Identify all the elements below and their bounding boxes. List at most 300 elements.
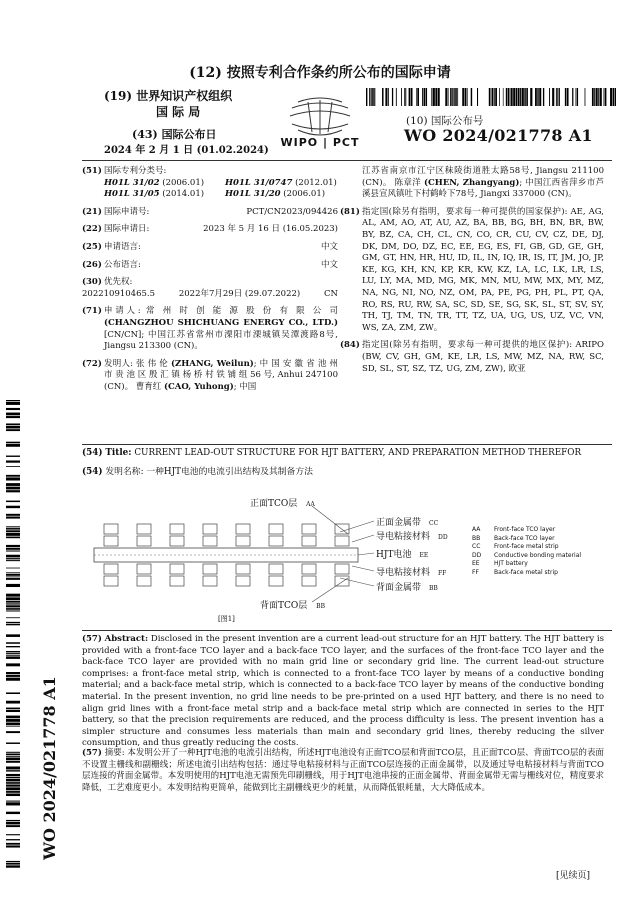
barcode-bar: [6, 801, 20, 802]
barcode-bar: [6, 791, 20, 793]
barcode-bar: [6, 487, 20, 490]
barcode-bar: [6, 456, 20, 457]
barcode-bar: [6, 617, 20, 618]
barcode-bar: [613, 88, 615, 106]
barcode-bar: [6, 466, 20, 467]
barcode-bar: [596, 88, 598, 106]
barcode-bar: [539, 88, 541, 106]
label-conductive-bonding-top: 导电粘接材料 DD: [376, 532, 448, 542]
side-barcode: [6, 400, 20, 880]
barcode-bar: [6, 572, 20, 573]
inventor-section: (72) 发明人: 张 伟 伦 (ZHANG, Weilun); 中 国 安 徽 省 池 州 市 贵 池 区 殷 汇 镇 杨 桥 村 铁 铺 组 56 号, Anhui 247100 (CN)。 曹育红 (CAO, Yuhong); 中国: [82, 358, 339, 392]
barcode-bar: [556, 88, 557, 106]
barcode-bar: [6, 756, 20, 757]
barcode-bar: [471, 88, 472, 106]
barcode-bar: [6, 483, 20, 486]
barcode-bar: [6, 834, 20, 835]
barcode-bar: [559, 88, 560, 106]
barcode-bar: [6, 560, 20, 561]
barcode-bar: [6, 752, 20, 753]
inventor-label: 发明人:: [104, 358, 134, 369]
org-number: (19): [104, 89, 133, 103]
barcode-bar: [477, 88, 478, 106]
barcode-bar: [411, 88, 413, 106]
barcode-bar: [6, 761, 20, 763]
barcode-bar: [6, 793, 20, 796]
barcode-bar: [6, 716, 20, 719]
legend-item: EE HJT battery: [472, 560, 528, 567]
barcode-bar: [6, 863, 20, 865]
barcode-bar: [6, 766, 20, 769]
ipc-codes: [104, 178, 338, 201]
abstract-chinese: (57) 摘要: 本发明公开了一种HJT电池的电流引出结构，所述HJT电池设有正面TCO层和背面TCO层，且正面TCO层、背面TCO层的表面不设置主栅线和副栅线；所述电流引出结构包括：通过导电粘接材料与正面TCO层连接的正面金属带，以及通过导电粘接材料与背面TCO层连接的背面金属带。本发明使用的HJT电池无需预先印刷栅线，用于HJT电池串接的正面金属带、背面金属带无需与栅线对位，精度要求降低，工艺难度更小。本发明结构更简单，能做到比主副栅线更少的耗量，从而降低银耗量，大大降低成本。: [82, 748, 605, 793]
barcode-bar: [6, 442, 20, 444]
applicant-name-cn: 常 州 时 创 能 源 股 份 有 限 公 司: [146, 306, 338, 317]
doc-title-number: (12): [189, 65, 222, 81]
barcode-bar: [604, 88, 605, 106]
legend-item: AA Front-face TCO layer: [472, 526, 556, 533]
barcode-bar: [6, 533, 20, 536]
front-metal-strip: [302, 524, 316, 534]
barcode-bar: [382, 88, 383, 106]
barcode-bar: [369, 88, 370, 106]
inventor-continued: [362, 166, 604, 201]
figure-caption: [图1]: [218, 615, 235, 623]
legend-item: FF Back-face metal strip: [472, 568, 558, 576]
barcode-bar: [6, 634, 20, 637]
publication-number: WO 2024/021778 A1: [404, 126, 593, 145]
barcode-bar: [6, 845, 20, 847]
label-conductive-bonding-bottom: 导电粘接材料 FF: [376, 568, 447, 578]
side-publication-number: WO 2024/021778 A1: [40, 676, 59, 860]
conductive-bonding-bottom: [104, 564, 118, 574]
conductive-bonding-top: [236, 536, 250, 546]
barcode-bar: [6, 400, 20, 401]
barcode-bar: [6, 408, 20, 410]
barcode-bar: [610, 88, 612, 106]
regional-states-section: (84) 指定国(除另有指明，要求每一种可提供的地区保护): ARIPO (BW, CV, GH, GM, KE, LR, LS, MW, MZ, NA, RW, SC, SD, SL, ST, SZ, TZ, UG, ZM, ZW), 欧亚: [340, 340, 604, 374]
conductive-bonding-bottom: [269, 564, 283, 574]
barcode-bar: [6, 825, 20, 827]
label-hjt-battery: HJT电池 EE: [376, 550, 429, 560]
label-front-metal-strip: 正面金属带 CC: [376, 518, 439, 528]
filing-language-row: (25) 申请语言: 中文: [82, 241, 338, 252]
applicant-label: 申请人:: [104, 306, 141, 317]
barcode-bar: [6, 622, 20, 623]
barcode-bar: [457, 88, 458, 106]
barcode-bar: [426, 88, 427, 106]
barcode-bar: [557, 88, 558, 106]
publication-language-label: 公布语言:: [104, 259, 141, 270]
conductive-bonding-bottom: [137, 564, 151, 574]
filing-date: 2023 年 5 月 16 日 (16.05.2023): [203, 224, 338, 235]
barcode-bar: [6, 568, 20, 569]
barcode-bar: [6, 578, 20, 580]
conductive-bonding-top: [269, 536, 283, 546]
conductive-bonding-bottom: [170, 564, 184, 574]
barcode-bar: [6, 603, 20, 604]
barcode-bar: [6, 526, 20, 527]
barcode-bar: [6, 692, 20, 694]
abstract-english: (57) Abstract: Disclosed in the present invention are a current lead-out structure for an HJT battery. The HJT battery is provided with a front-face TCO layer and a back-face TCO layer, and the surfaces of the front-face TCO layer and the back-face TCO layer are provided with no main grid line or secondary grid line. The current lead-out structure comprises: a front-face metal strip, which is connected to a front-face TCO layer by means of a conductive bonding material; and a back-face metal strip, which is connected to a back-face TCO layer by means of the conductive bonding material. In the present invention, no grid line needs to be pre-printed on a used HJT battery, and there is no need to align grid lines with a front-face metal strip and a back-face metal strip which are connected in series to the HJT battery, so that the precision requirements are reduced, and the process difficulty is less. The present invention has a simpler structure and consumes less materials than main and secondary grid lines, thereby reducing the silver consumption, and thus greatly reducing the costs.: [82, 634, 605, 749]
figure-divider: [82, 630, 612, 631]
barcode-bar: [6, 708, 20, 710]
barcode-bar: [585, 88, 586, 106]
english-title-text: CURRENT LEAD-OUT STRUCTURE FOR HJT BATTERY, AND PREPARATION METHOD THEREFOR: [134, 448, 582, 458]
inventor-name: 陈章洋: [394, 177, 422, 188]
barcode-bar: [6, 501, 20, 503]
filing-language: 中文: [320, 241, 338, 252]
barcode-bar: [6, 506, 20, 508]
ipc-code: H01L 31/20 (2006.01): [225, 189, 326, 200]
barcode-bar: [615, 88, 616, 106]
designated-states: 指定国(除另有指明，要求每一种可提供的国家保护): AE, AG, AL, AM, AO, AT, AU, AZ, BA, BB, BG, BH, BN, BR, BW, BY, BZ, CA, CH, CL, CN, CO, CR, CU, CV, CZ, DE, DJ, DK, DM, DO, DZ, EC, EE, EG, ES, FI, GB, GD, GE, GH, GM, GT, HN, HR, HU, ID, IL, IN, IQ, IR, IS, IT, JM, JO, JP, KE, KG, KH, KN, KP, KR, KW, KZ, LA, LC, LK, LR, LS, LU, LY, MA, MD, MG, MK, MN, MU, MW, MX, MY, MZ, NA, NG, NI, NO, NZ, OM, PA, PE, PG, PH, PL, PT, QA, RO, RS, RU, RW, SA, SC, SD, SE, SG, SK, SL, ST, SV, SY, TH, TJ, TM, TN, TR, TT, TZ, UA, UG, US, UZ, VC, VN, WS, ZA, ZM, ZW。: [362, 206, 604, 333]
barcode-bar: [6, 475, 20, 477]
priority-country: CN: [324, 288, 338, 299]
barcode-bar: [6, 784, 20, 786]
barcode-bar: [516, 88, 517, 106]
conductive-bonding-top: [335, 536, 349, 546]
barcode-bar: [6, 672, 20, 674]
wipo-logo-text: WIPO | PCT: [280, 136, 360, 149]
legend-item: CC Front-face metal strip: [472, 543, 559, 550]
barcode-bar: [522, 88, 524, 106]
pubno-label: 国际公布号: [430, 115, 484, 127]
barcode-bar: [549, 88, 550, 106]
org-bureau: 国 际 局: [155, 105, 201, 119]
barcode-bar: [6, 802, 20, 805]
barcode-bar: [401, 88, 402, 106]
barcode-bar: [6, 651, 20, 652]
barcode-bar: [385, 88, 387, 106]
barcode-bar: [6, 678, 20, 681]
biblio-divider: [82, 444, 612, 445]
barcode-bar: [6, 545, 20, 547]
filing-language-label: 申请语言:: [104, 241, 141, 252]
ipc-section: [82, 166, 338, 201]
english-title: (54) Title: CURRENT LEAD-OUT STRUCTURE FOR HJT BATTERY, AND PREPARATION METHOD THEREFOR: [82, 448, 582, 458]
barcode-bar: [518, 88, 520, 106]
barcode-bar: [6, 514, 20, 516]
barcode-bar: [422, 88, 423, 106]
barcode-bar: [6, 653, 20, 654]
barcode-bar: [452, 88, 453, 106]
barcode-bar: [6, 656, 20, 658]
barcode-bar: [6, 820, 20, 821]
ipc-code: H01L 31/05 (2014.01): [104, 189, 205, 200]
barcode-bar: [462, 88, 464, 106]
barcode-bar: [433, 88, 435, 106]
pubno-number: (10): [406, 115, 428, 127]
front-metal-strip: [269, 524, 283, 534]
barcode-bar: [6, 726, 20, 727]
barcode-bar: [6, 550, 20, 551]
barcode-bar: [6, 822, 20, 825]
barcode-bar: [594, 88, 595, 106]
publication-language: 中文: [320, 259, 338, 270]
barcode-bar: [431, 88, 432, 106]
conductive-bonding-bottom: [335, 564, 349, 574]
barcode-bar: [6, 413, 20, 416]
back-metal-strip: [269, 576, 283, 586]
barcode-bar: [503, 88, 504, 106]
barcode-bar: [492, 88, 493, 106]
ipc-code: H01L 31/0747 (2012.01): [225, 177, 337, 188]
inventor-name: 张 伟 伦: [135, 358, 169, 369]
barcode-bar: [6, 460, 20, 462]
priority-number: 202210910465.5: [82, 288, 156, 299]
priority-date: 2022年7月29日 (29.07.2022): [178, 288, 301, 299]
barcode-bar: [6, 663, 20, 666]
front-metal-strip: [236, 524, 250, 534]
barcode-bar: [526, 88, 528, 106]
barcode-bar: [396, 88, 397, 106]
front-metal-strip: [170, 524, 184, 534]
barcode-bar: [6, 605, 20, 607]
barcode-bar: [409, 88, 411, 106]
conductive-bonding-bottom: [203, 564, 217, 574]
back-metal-strip: [137, 576, 151, 586]
back-metal-strip: [203, 576, 217, 586]
legend-item: BB Back-face TCO layer: [472, 534, 555, 542]
barcode-bar: [6, 530, 20, 532]
back-metal-strip: [170, 576, 184, 586]
back-metal-strip: [236, 576, 250, 586]
label-back-metal-strip: 背面金属带 BB: [376, 583, 438, 593]
continued-note: [见续页]: [556, 871, 591, 881]
barcode-bar: [6, 646, 20, 647]
abstract-english-label: Abstract:: [104, 634, 149, 644]
barcode-bar: [6, 642, 20, 644]
back-metal-strip: [335, 576, 349, 586]
barcode-bar: [6, 774, 20, 776]
back-metal-strip: [302, 576, 316, 586]
barcode-bar: [6, 710, 20, 712]
barcode-bar: [6, 402, 20, 405]
barcode-bar: [6, 477, 20, 480]
barcode-bar: [6, 574, 20, 576]
regional-states: 指定国(除另有指明，要求每一种可提供的地区保护): ARIPO (BW, CV, GH, GM, KE, LR, LS, MW, MZ, NA, RW, SC, SD, SL, ST, SZ, TZ, UG, ZM, ZW), 欧亚: [362, 340, 604, 374]
conductive-bonding-top: [104, 536, 118, 546]
barcode-bar: [6, 757, 20, 760]
barcode-bar: [565, 88, 566, 106]
barcode-bar: [6, 843, 20, 845]
barcode-bar: [605, 88, 607, 106]
barcode-bar: [464, 88, 466, 106]
barcode-bar: [6, 517, 20, 519]
inventor-address: 江苏省南京市江宁区秣陵街道胜太路58号, Jiangsu 211100 (CN)。: [362, 166, 604, 188]
barcode-bar: [520, 88, 521, 106]
barcode-bar: [6, 490, 20, 492]
bibliographic-right-column: [340, 166, 604, 375]
conductive-bonding-top: [170, 536, 184, 546]
label-front-tco: 正面TCO层 AA: [250, 499, 315, 509]
barcode-bar: [6, 594, 20, 597]
barcode-bar: [543, 88, 544, 106]
barcode-bar: [499, 88, 500, 106]
barcode-bar: [6, 608, 20, 610]
barcode-bar: [371, 88, 372, 106]
barcode-bar: [567, 88, 569, 106]
barcode-bar: [6, 701, 20, 704]
barcode-bar: [6, 719, 20, 722]
front-metal-strip: [203, 524, 217, 534]
barcode-bar: [453, 88, 454, 106]
conductive-bonding-bottom: [302, 564, 316, 574]
barcode-bar: [6, 770, 20, 771]
ipc-label: 国际专利分类号:: [104, 166, 167, 176]
inventor-address: ; 中 国 安 徽 省 池 州 市 贵 池 区 殷 汇 镇 杨 桥 村 铁 铺 组 56 号, Anhui 247100 (CN)。: [104, 358, 339, 392]
barcode-bar: [552, 88, 554, 106]
bibliographic-left-column: [82, 166, 338, 394]
designated-states-section: (81) 指定国(除另有指明，要求每一种可提供的国家保护): AE, AG, AL, AM, AO, AT, AU, AZ, BA, BB, BG, BH, BN, BR, BW, BY, BZ, CA, CH, CL, CN, CO, CR, CU, CV, CZ, DE, DJ, DK, DM, DO, DZ, EC, EE, EG, ES, FI, GB, GD, GE, GH, GM, GT, HN, HR, HU, ID, IL, IN, IQ, IR, IS, IT, JM, JO, JP, KE, KG, KH, KN, KP, KR, KW, KZ, LA, LC, LK, LR, LS, LU, LY, MA, MD, MG, MK, MN, MU, MW, MX, MY, MZ, NA, NG, NI, NO, NZ, OM, PA, PE, PG, PH, PL, PT, QA, RO, RS, RU, RW, SA, SC, SD, SE, SG, SK, SL, ST, SV, SY, TH, TJ, TM, TN, TR, TT, TZ, UA, UG, US, UZ, VC, VN, WS, ZA, ZM, ZW。: [340, 206, 604, 333]
doc-title-text: 按照专利合作条约所公布的国际申请: [226, 65, 451, 81]
back-metal-strip: [104, 576, 118, 586]
barcode-bar: [513, 88, 515, 106]
conductive-bonding-bottom: [236, 564, 250, 574]
barcode-bar: [6, 558, 20, 559]
barcode-bar: [6, 624, 20, 625]
barcode-bar: [392, 88, 393, 106]
application-number-row: (21) 国际申请号: PCT/CN2023/094426: [82, 206, 338, 217]
abstract-english-text: Disclosed in the present invention are a current lead-out structure for an HJT battery. The HJT battery is provided with a front-face TCO layer and a back-face TCO layer, and the surfaces of the front-face TCO layer and the back-face TCO layer are provided with no main grid line or secondary grid line. The current lead-out structure comprises: a front-face metal strip, which is connected to a front-face TCO layer by means of a conductive bonding material; and a back-face metal strip, which is connected to a back-face TCO layer by means of the conductive bonding material. In the present invention, no grid line needs to be pre-printed on a used HJT battery, and there is no need to align grid lines with a front-face metal strip and a back-face metal strip which are connected in series to the HJT battery, so that the precision requirements are reduced, and the process difficulty is less. The present invention has a simpler structure and consumes less materials than main and secondary grid lines, thereby reducing the silver consumption, and thus greatly reducing the costs.: [82, 634, 605, 749]
front-metal-strip: [137, 524, 151, 534]
barcode-bar: [424, 88, 425, 106]
barcode-bar: [447, 88, 448, 106]
barcode-bar: [445, 88, 447, 106]
barcode-bar: [388, 88, 389, 106]
barcode-bar: [6, 655, 20, 656]
barcode-bar: [6, 555, 20, 558]
pubdate-label: 国际公布日: [161, 128, 217, 141]
org-name: 世界知识产权组织: [136, 89, 233, 103]
conductive-bonding-top: [302, 536, 316, 546]
applicant-name-en: (CHANGZHOU SHICHUANG ENERGY CO., LTD.): [104, 317, 338, 328]
abstract-chinese-label: 摘要:: [104, 748, 125, 758]
chinese-title-label: 发明名称:: [105, 467, 144, 477]
barcode-bar: [6, 416, 20, 418]
wipo-organization: [104, 88, 232, 120]
barcode-bar: [494, 88, 495, 106]
publication-language-row: (26) 公布语言: 中文: [82, 259, 338, 270]
barcode-bar: [6, 584, 20, 587]
figure-1: [90, 496, 610, 626]
label-back-tco: 背面TCO层 BB: [260, 601, 325, 611]
barcode-bar: [6, 610, 20, 611]
priority-section: (30) 优先权: 202210910465.5 2022年7月29日 (29.07.2022) CN: [82, 277, 338, 299]
conductive-bonding-top: [203, 536, 217, 546]
barcode-bar: [372, 88, 374, 106]
barcode-bar: [508, 88, 509, 106]
barcode-bar: [6, 865, 20, 867]
barcode-bar: [572, 88, 573, 106]
application-number: PCT/CN2023/094426: [246, 206, 338, 217]
barcode-bar: [511, 88, 513, 106]
inventor-name-en: (ZHANG, Weilun): [170, 358, 254, 369]
front-metal-strip: [104, 524, 118, 534]
barcode-bar: [6, 731, 20, 733]
applicant-section: (71) 申请人: 常 州 时 创 能 源 股 份 有 限 公 司 (CHANGZHOU SHICHUANG ENERGY CO., LTD.) [CN/CN]; 中国江苏省常州市溧阳市溧城镇吴潭渡路8号, Jiangsu 213300 (CN)。: [82, 306, 338, 352]
barcode-bar: [6, 429, 20, 431]
barcode-bar: [600, 88, 602, 106]
inventor-address: ; 中国: [233, 381, 257, 392]
wipo-logo: [278, 96, 362, 154]
filing-date-row: (22) 国际申请日: 2023 年 5 月 16 日 (16.05.2023): [82, 224, 338, 235]
barcode-bar: [6, 675, 20, 677]
barcode-bar: [535, 88, 537, 106]
barcode-bar: [506, 88, 507, 106]
barcode-bar: [6, 861, 20, 862]
header-divider: [82, 160, 612, 161]
barcode-bar: [417, 88, 419, 106]
barcode-bar: [416, 88, 417, 106]
barcode-bar: [489, 88, 490, 106]
barcode-bar: [404, 88, 405, 106]
barcode-bar: [6, 779, 20, 782]
pubdate-number: (43): [132, 128, 158, 141]
barcode-bar: [6, 597, 20, 600]
barcode-bar: [6, 782, 20, 784]
chinese-title-text: 一种HJT电池的电流引出结构及其制备方法: [146, 467, 313, 477]
document-title: [0, 62, 640, 82]
barcode-bar: [6, 787, 20, 790]
barcode-bar: [6, 426, 20, 429]
barcode-bar: [405, 88, 406, 106]
abstract-chinese-text: 本发明公开了一种HJT电池的电流引出结构，所述HJT电池设有正面TCO层和背面TCO层，且正面TCO层、背面TCO层的表面不设置主栅线和副栅线；所述电流引出结构包括：通过导电粘接材料与正面TCO层连接的正面金属带，以及通过导电粘接材料与背面TCO层连接的背面金属带。本发明使用的HJT电池无需预先印刷栅线，用于HJT电池串接的正面金属带、背面金属带无需与栅线对位，精度要求降低，工艺难度更小。本发明结构更简单，能做到比主副栅线更少的耗量，从而降低银耗量，大大降低成本。: [82, 748, 605, 793]
barcode-bar: [530, 88, 532, 106]
barcode-bar: [6, 601, 20, 603]
conductive-bonding-top: [137, 536, 151, 546]
application-number-label: 国际申请号:: [104, 206, 150, 217]
barcode-bar: [6, 576, 20, 577]
inventor-address: ; 中国江西省萍乡市芦溪县宣风镇吐下村鹤岭下78号, Jiangxi 337000 (CN)。: [362, 177, 604, 200]
english-title-label: Title:: [105, 448, 132, 458]
barcode-bar: [6, 754, 20, 756]
barcode-bar: [6, 777, 20, 778]
barcode-bar: [592, 88, 594, 106]
top-barcode: [366, 88, 616, 106]
barcode-bar: [6, 723, 20, 725]
barcode-bar: [491, 88, 492, 106]
ipc-number: (51): [82, 166, 102, 176]
pubdate-label-row: [132, 126, 217, 142]
barcode-bar: [455, 88, 457, 106]
barcode-bar: [598, 88, 599, 106]
barcode-bar: [6, 528, 20, 530]
barcode-bar: [366, 88, 367, 106]
legend-item: DD Conductive bonding material: [472, 551, 582, 559]
barcode-bar: [6, 839, 20, 840]
barcode-bar: [467, 88, 468, 106]
barcode-bar: [6, 548, 20, 550]
barcode-bar: [374, 88, 375, 106]
inventor-name: 曹育红: [135, 381, 162, 392]
figure-legend: [472, 526, 581, 577]
barcode-bar: [450, 88, 452, 106]
barcode-bar: [6, 742, 20, 743]
priority-label: 优先权:: [104, 277, 133, 288]
barcode-bar: [537, 88, 538, 106]
barcode-bar: [6, 444, 20, 447]
ipc-code: H01L 31/02 (2006.01): [104, 177, 205, 188]
chinese-title: (54) 发明名称: 一种HJT电池的电流引出结构及其制备方法: [82, 467, 313, 477]
barcode-bar: [6, 812, 20, 814]
inventor-name-en: (CAO, Yuhong): [164, 381, 234, 392]
barcode-bar: [6, 423, 20, 425]
applicant-address: [CN/CN]; 中国江苏省常州市溧阳市溧城镇吴潭渡路8号, Jiangsu 213300 (CN)。: [104, 329, 338, 352]
barcode-bar: [438, 88, 440, 106]
barcode-bar: [435, 88, 437, 106]
